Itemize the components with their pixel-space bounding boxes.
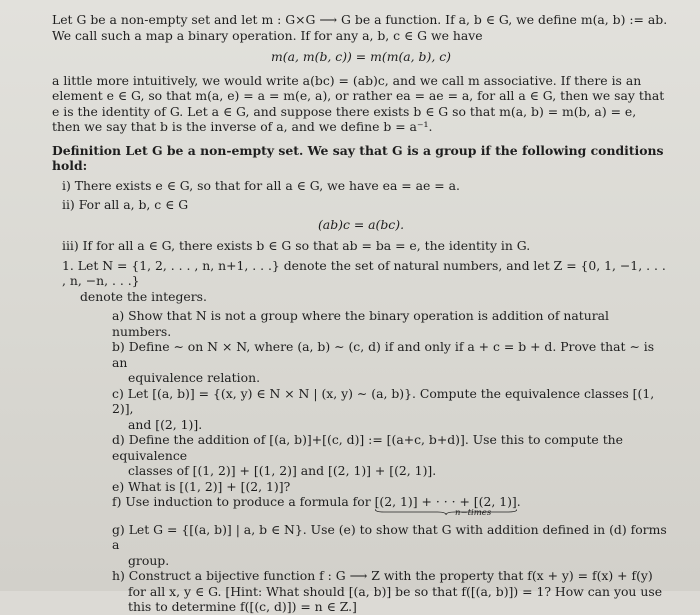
- underbrace-content: [(2, 1)] + · · · + [(2, 1)]: [374, 494, 517, 509]
- subquestion-e: e) What is [(1, 2)] + [(2, 1)]?: [112, 478, 291, 494]
- subquestion-d: d) Define the addition of [(a, b)]+[(c, d)] := [(a+c, b+d)]. Use this to compute the equivalence: [112, 432, 623, 463]
- group-definition: Definition Let G be a non-empty set. We say that G is a group if the following conditions hold:: [52, 142, 664, 173]
- underbrace-expression: [375, 494, 517, 510]
- subquestion-h-cont-2: this to determine f([(c, d)]) = n ∈ Z.]: [128, 599, 357, 614]
- underbrace-icon: [375, 509, 517, 515]
- spacer: [52, 135, 670, 143]
- subquestion-c-cont: and [(2, 1)].: [128, 416, 203, 432]
- subquestion-h: h) Construct a bijective function f : G ⟶ Z with the property that f(x + y) = f(x) + f(y): [112, 568, 653, 583]
- subquestion-b-cont: equivalence relation.: [128, 370, 261, 385]
- intro-para-line-3: e is the identity of G. Let a ∈ G, and suppose there exists b ∈ G so that m(a, b) = m(b, a) = e,: [52, 103, 637, 119]
- problem-1-line-2: denote the integers.: [80, 288, 207, 304]
- intro-line-1: Let G be a non-empty set and let m : G×G ⟶ G be a function. If a, b ∈ G, we define m(a, b) := ab.: [52, 12, 668, 27]
- problem-1-line-1: 1. Let N = {1, 2, . . . , n, n+1, . . .} denote the set of natural numbers, and let Z = {0, 1, −1, . . . , n, −n, . . .}: [62, 257, 666, 288]
- intro-para-line-2: element e ∈ G, so that m(a, e) = a = m(e, a), or rather ea = ae = a, for all a ∈ G, then we say that: [52, 88, 665, 103]
- underbrace-label: n−times: [455, 507, 492, 518]
- subquestion-f-end: .: [516, 494, 521, 509]
- subquestion-g: g) Let G = {[(a, b)] | a, b ∈ N}. Use (e) to show that G with addition defined in (d) forms a: [112, 521, 667, 552]
- subquestion-f-text: f) Use induction to produce a formula for: [112, 494, 375, 509]
- associativity-equation: m(a, m(b, c)) = m(m(a, b), c): [271, 49, 451, 64]
- intro-para-line-4: then we say that b is the inverse of a, and we define b = a⁻¹.: [52, 119, 433, 134]
- intro-para-line-1: a little more intuitively, we would write a(bc) = (ab)c, and we call m associative. If there is an: [52, 72, 642, 88]
- condition-inverse: iii) If for all a ∈ G, there exists b ∈ G so that ab = ba = e, the identity in G.: [62, 238, 531, 253]
- subquestion-g-cont: group.: [128, 552, 170, 568]
- subquestion-h-cont-1: for all x, y ∈ G. [Hint: What should [(a, b)] be so that f([(a, b)]) = 1? How can you use: [128, 583, 663, 599]
- subquestion-c: c) Let [(a, b)] = {(x, y) ∈ N × N | (x, y) ∼ (a, b)}. Compute the equivalence classes [(1, 2)],: [112, 385, 655, 416]
- condition-identity: i) There exists e ∈ G, so that for all a ∈ G, we have ea = ae = a.: [62, 177, 460, 193]
- subquestion-b: b) Define ∼ on N × N, where (a, b) ∼ (c, d) if and only if a + c = b + d. Prove that ∼ is an: [112, 339, 655, 370]
- condition-associativity: ii) For all a, b, c ∈ G: [62, 197, 189, 212]
- subquestion-list: [112, 308, 670, 615]
- associativity-display: (ab)c = a(bc).: [317, 216, 405, 232]
- subquestion-d-cont: classes of [(1, 2)] + [(1, 2)] and [(2, 1)] + [(2, 1)].: [128, 463, 437, 478]
- subquestion-a: a) Show that N is not a group where the binary operation is addition of natural numbers.: [112, 308, 609, 339]
- intro-line-2: We call such a map a binary operation. If for any a, b, c ∈ G we have: [52, 27, 483, 43]
